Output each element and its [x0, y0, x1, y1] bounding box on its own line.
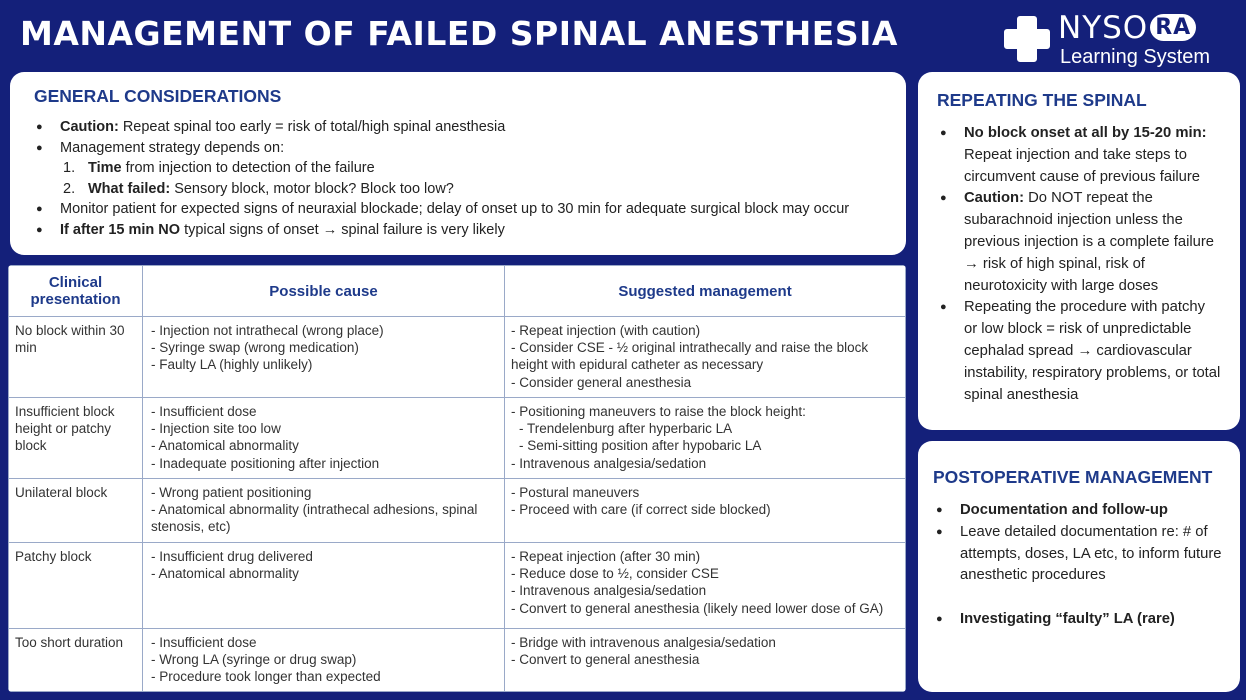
table-header-row [9, 266, 906, 317]
general-considerations-card [10, 72, 906, 255]
postoperative-management-card [918, 441, 1240, 692]
logo-subtitle: Learning System [1060, 46, 1211, 68]
strategy-subitem-what-failed: 2. What failed: Sensory block, motor block? Block too low? [63, 180, 454, 197]
management-cell: - Postural maneuvers - Proceed with care (if correct side blocked) [505, 479, 906, 543]
header-clinical-presentation: Clinical presentation [9, 266, 143, 317]
repeating-item-patchy: ● Repeating the procedure with patchy or low block = risk of unpredictable cephalad spread → cardiovascular instability, respiratory problems, or total spinal anesthesia [937, 297, 1222, 406]
cause-cell: - Insufficient drug delivered - Anatomical abnormality [143, 543, 505, 629]
logo-ra-badge: RA [1150, 14, 1196, 41]
postop-item-faulty-la: ● Investigating “faulty” LA (rare) [933, 609, 1226, 631]
logo-name: NYSO RA [1058, 10, 1196, 46]
presentation-cell: Patchy block [9, 543, 143, 629]
management-cell: - Positioning maneuvers to raise the block height: - Trendelenburg after hyperbaric LA - Semi-sitting position after hypobaric LA - Intravenous analgesia/sedation [505, 398, 906, 479]
general-item-strategy: ● Management strategy depends on: 1. Time from injection to detection of the failure 2. What failed: Sensory block, motor block? Block too low? [34, 138, 882, 200]
cause-cell: - Insufficient dose - Wrong LA (syringe or drug swap) - Procedure took longer than expected [143, 629, 505, 692]
general-list [34, 117, 882, 240]
postop-item-documentation: ● Documentation and follow-up [933, 500, 1226, 522]
repeating-item-no-onset: ● No block onset at all by 15-20 min: Repeat injection and take steps to circumvent cause of previous failure [937, 123, 1222, 188]
cause-cell: - Insufficient dose - Injection site too low - Anatomical abnormality - Inadequate positioning after injection [143, 398, 505, 479]
presentation-cell: No block within 30 min [9, 317, 143, 398]
strategy-sublist [60, 158, 882, 199]
repeating-item-caution: ● Caution: Do NOT repeat the subarachnoid injection unless the previous injection is a complete failure → risk of high spinal, risk of neurotoxicity with large doses [937, 188, 1222, 297]
general-item-caution: ● Caution: Repeat spinal too early = risk of total/high spinal anesthesia [34, 117, 882, 138]
repeating-heading: REPEATING THE SPINAL [937, 90, 1147, 110]
management-cell: - Bridge with intravenous analgesia/sedation - Convert to general anesthesia [505, 629, 906, 692]
table-row [9, 543, 906, 629]
table-row [9, 629, 906, 692]
management-cell: - Repeat injection (after 30 min) - Reduce dose to ½, consider CSE - Intravenous analgesia/sedation - Convert to general anesthesia (likely need lower dose of GA) [505, 543, 906, 629]
postop-heading: POSTOPERATIVE MANAGEMENT [933, 467, 1213, 487]
general-item-monitor: ● Monitor patient for expected signs of neuraxial blockade; delay of onset up to 30 min for adequate surgical block may occur [34, 199, 882, 220]
general-heading: GENERAL CONSIDERATIONS [34, 86, 282, 106]
failure-management-table [8, 265, 906, 692]
cause-cell: - Injection not intrathecal (wrong place) - Syringe swap (wrong medication) - Faulty LA (highly unlikely) [143, 317, 505, 398]
management-cell: - Repeat injection (with caution) - Consider CSE - ½ original intrathecally and raise the block height with epidural catheter as necessary - Consider general anesthesia [505, 317, 906, 398]
cause-cell: - Wrong patient positioning - Anatomical abnormality (intrathecal adhesions, spinal stenosis, etc) [143, 479, 505, 543]
repeating-list [937, 123, 1222, 406]
general-item-after-15-min: ● If after 15 min NO typical signs of onset → spinal failure is very likely [34, 220, 882, 241]
table-row [9, 479, 906, 543]
nysora-logo [1002, 10, 1232, 68]
table-row [9, 317, 906, 398]
header-suggested-management: Suggested management [505, 266, 906, 317]
strategy-subitem-time: 1. Time from injection to detection of the failure [63, 160, 375, 176]
repeating-spinal-card [918, 72, 1240, 430]
postop-list [933, 500, 1226, 631]
header-possible-cause: Possible cause [143, 266, 505, 317]
postop-item-details: ● Leave detailed documentation re: # of attempts, doses, LA etc, to inform future anesthetic procedures [933, 522, 1226, 587]
page-title: MANAGEMENT OF FAILED SPINAL ANESTHESIA [20, 14, 898, 53]
table-row [9, 398, 906, 479]
medical-cross-icon [1002, 14, 1052, 64]
presentation-cell: Insufficient block height or patchy block [9, 398, 143, 479]
presentation-cell: Too short duration [9, 629, 143, 692]
presentation-cell: Unilateral block [9, 479, 143, 543]
